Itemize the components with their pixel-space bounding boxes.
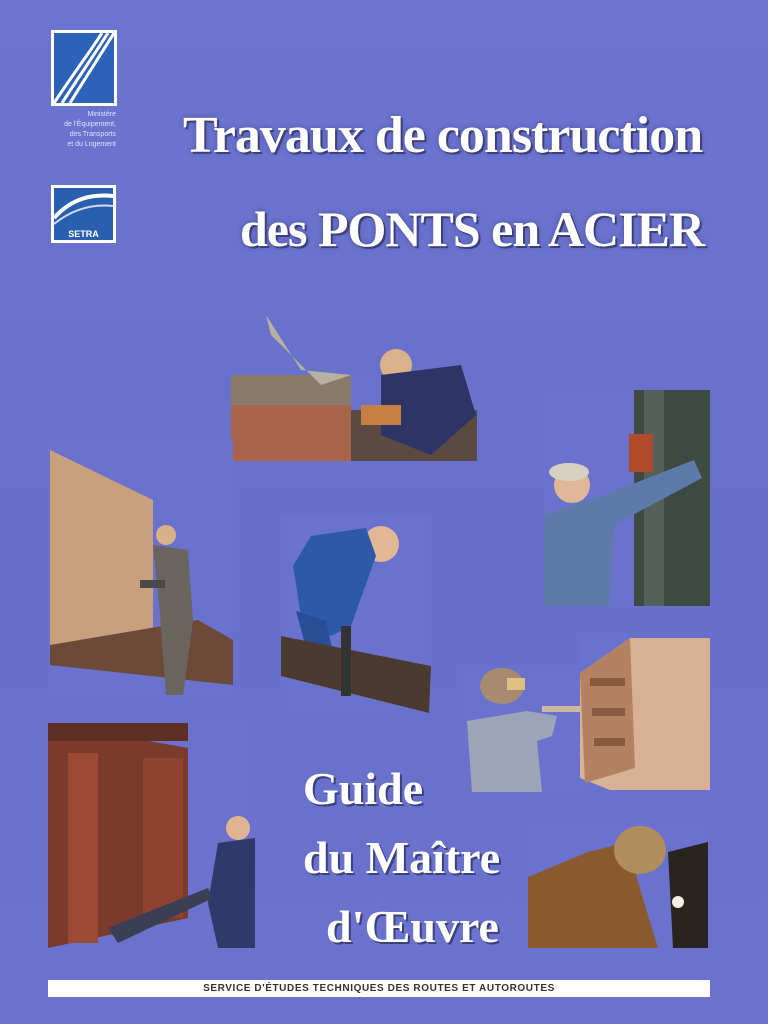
ministere-logo-graphic xyxy=(54,33,114,103)
footer-bar xyxy=(48,980,710,997)
ministere-line: des Transports xyxy=(69,131,116,138)
drilling-worker-photo xyxy=(281,516,431,713)
subtitle-line-2: du Maître xyxy=(303,832,501,883)
subtitle-line-3: d'Œuvre xyxy=(326,901,499,952)
footer-text: SERVICE D'ÉTUDES TECHNIQUES DES ROUTES ET AUTOROUTES xyxy=(203,983,555,994)
setra-logo xyxy=(51,185,116,243)
subtitle-line-1: Guide xyxy=(303,763,424,814)
steel-frame-worker-photo xyxy=(48,718,255,948)
ministere-line: et du Logement xyxy=(67,141,116,148)
ministere-line: de l'Équipement, xyxy=(64,121,116,128)
ministere-logo xyxy=(51,30,117,106)
cutting-machine-photo xyxy=(231,315,477,461)
title-line-2: des PONTS en ACIER xyxy=(240,201,705,257)
welder-photo xyxy=(528,822,708,948)
ministere-text xyxy=(40,110,116,150)
setra-label: SETRA xyxy=(54,228,113,240)
box-girder-photo xyxy=(580,638,710,790)
setra-road-icon xyxy=(54,188,113,228)
grinding-worker-photo xyxy=(48,440,233,702)
title-line-1: Travaux de construction xyxy=(183,107,703,164)
measuring-worker-photo xyxy=(544,390,710,606)
sandblasting-worker-photo xyxy=(457,666,583,792)
ministere-line: Ministère xyxy=(87,111,116,118)
